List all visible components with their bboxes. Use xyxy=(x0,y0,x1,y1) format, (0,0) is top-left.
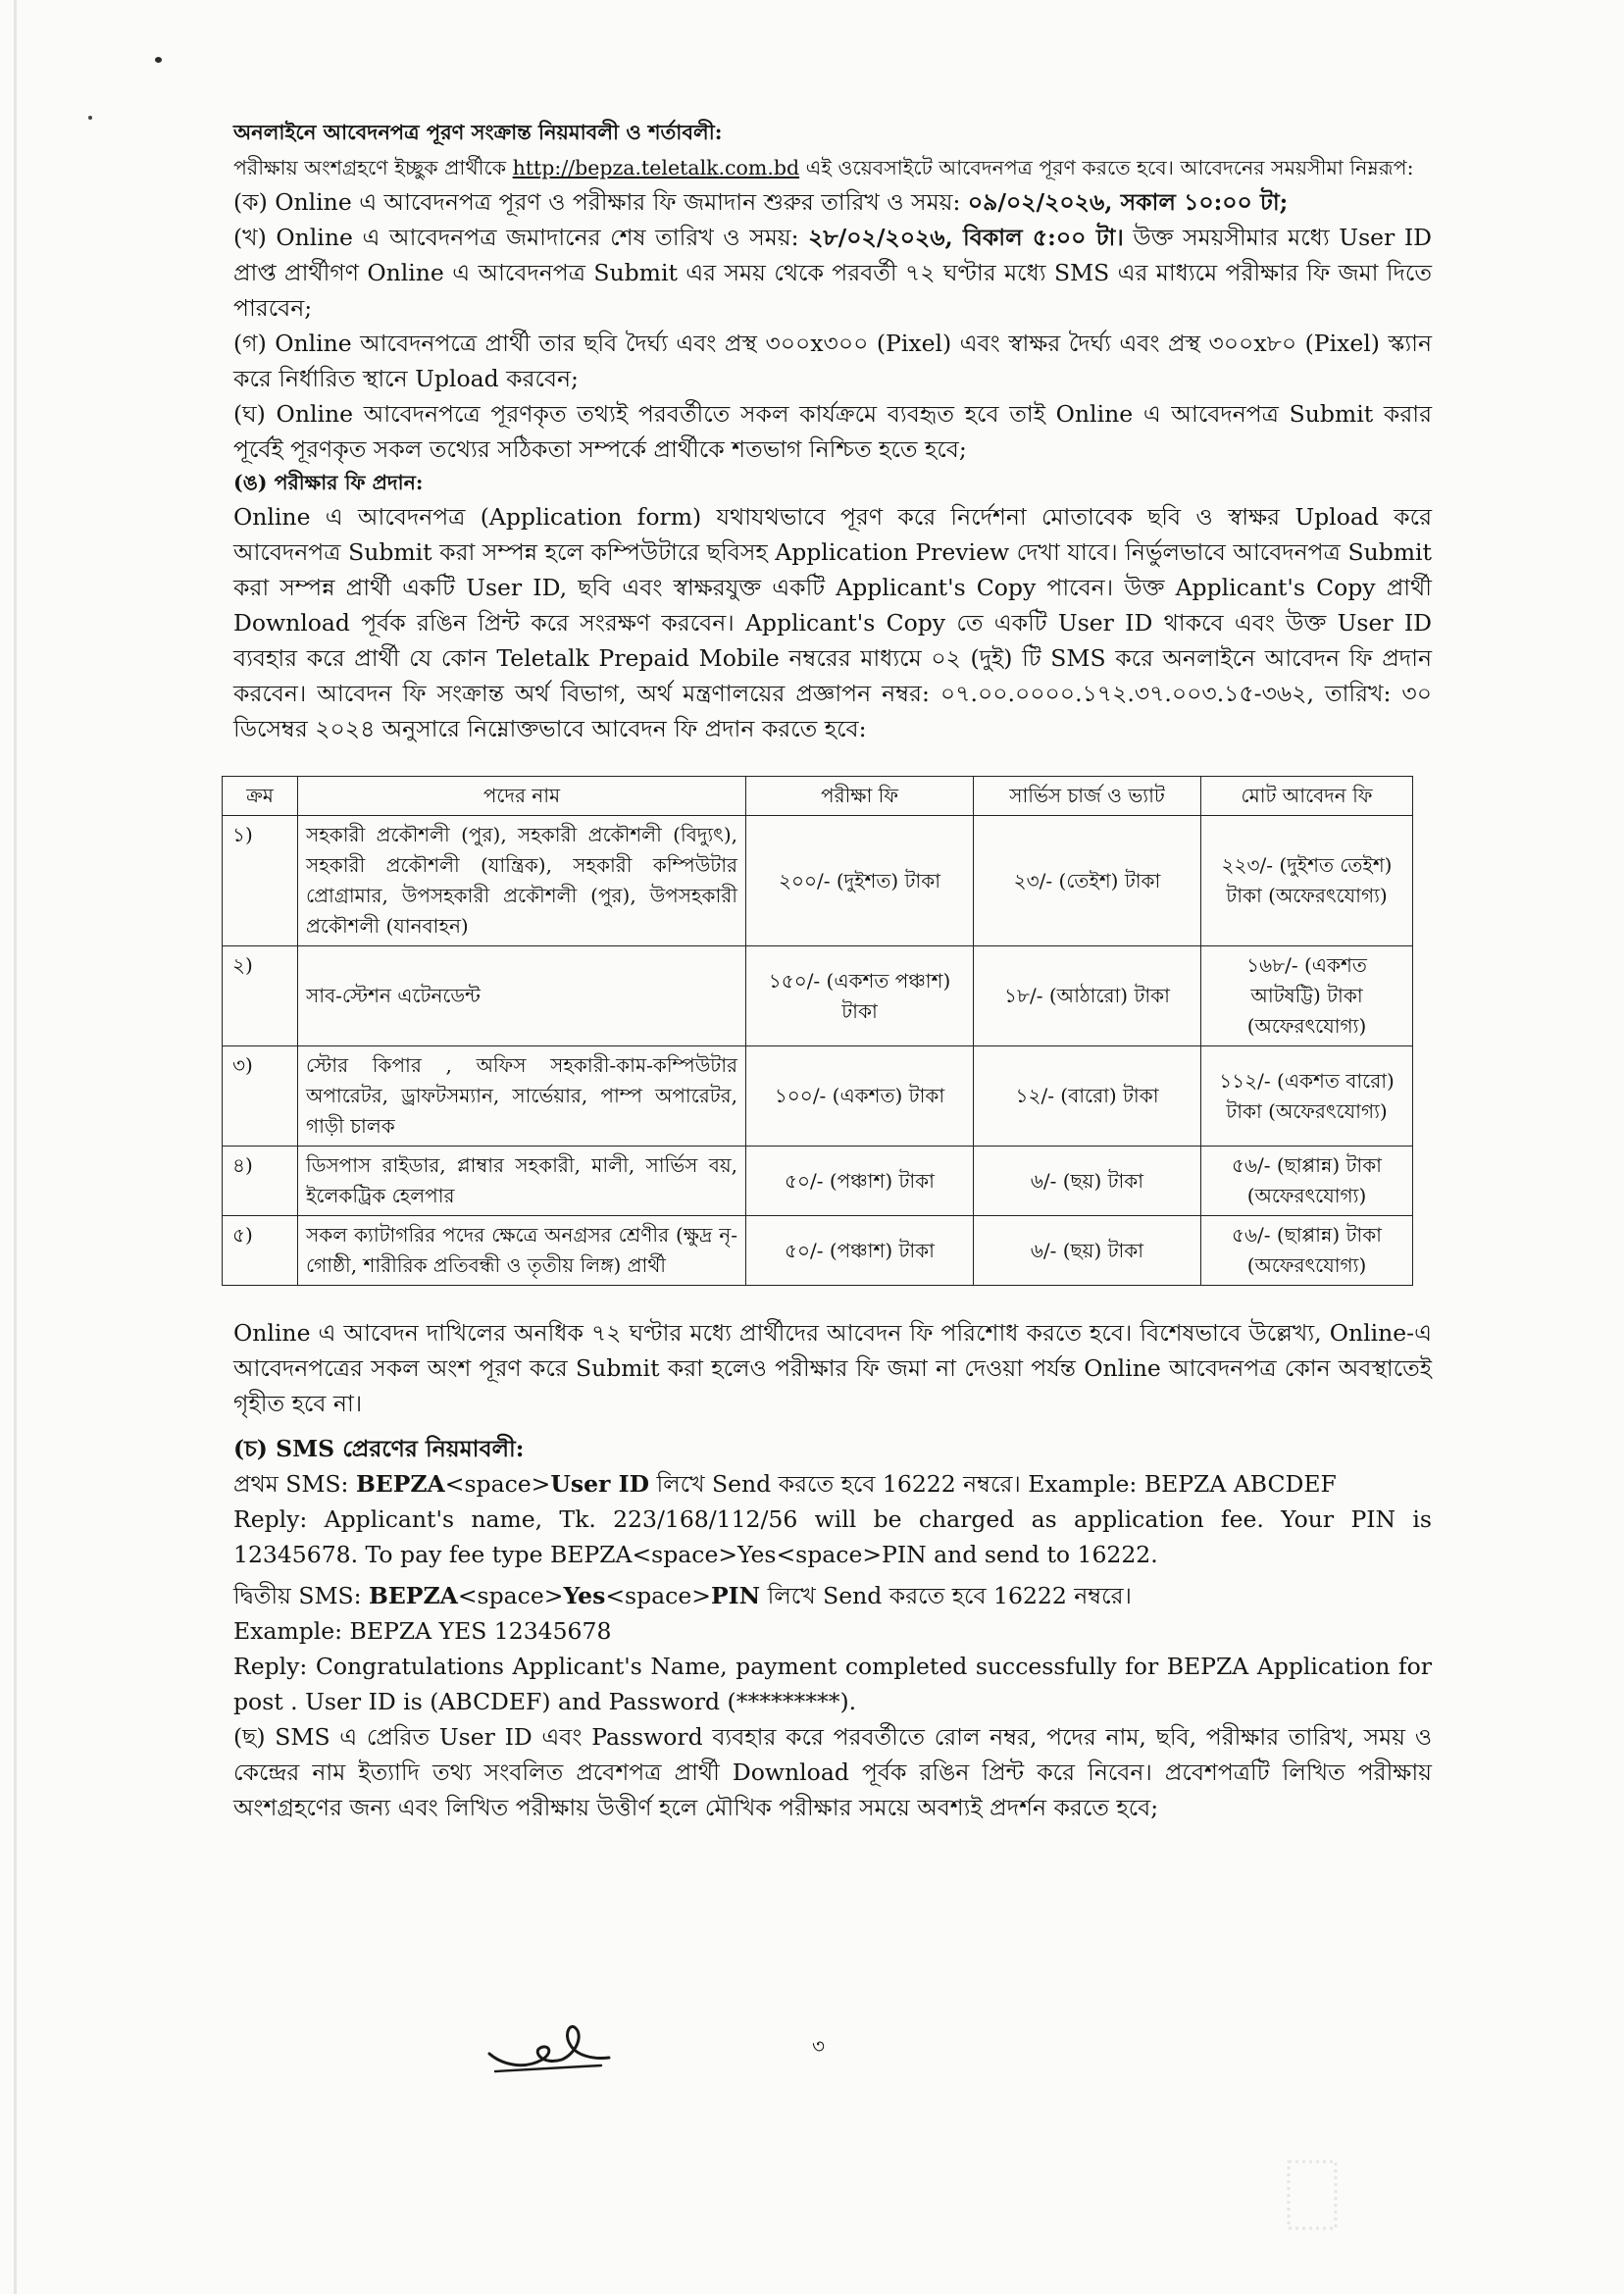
row-serial: ৪) xyxy=(223,1147,298,1216)
row-serial: ১) xyxy=(223,816,298,946)
row-exam-fee: ৫০/- (পঞ্চাশ) টাকা xyxy=(746,1147,974,1216)
sms-space-token: <space> xyxy=(444,1470,551,1498)
row-serial: ৫) xyxy=(223,1216,298,1286)
col-serial: ক্রম xyxy=(223,777,298,816)
row-exam-fee: ২০০/- (দুইশত) টাকা xyxy=(746,816,974,946)
sms-second-label: দ্বিতীয় SMS: xyxy=(233,1582,370,1609)
item-kha-rest: উক্ত সময়সীমার মধ্যে User ID প্রাপ্ত প্রার্থীগণ Online এ আবেদনপত্র Submit এর সময় থেকে পরবর্তী ৭২ ঘণ্টার মধ্যে SMS এর মাধ্যমে পরীক্ষার ফি জমা দিতে পারবেন; xyxy=(233,224,1433,322)
row-service-charge: ১৮/- (আঠারো) টাকা xyxy=(974,946,1201,1046)
faded-stamp-mark xyxy=(1283,2156,1342,2234)
table-row xyxy=(223,816,1413,946)
fee-paragraph: Online এ আবেদনপত্র (Application form) যথাযথভাবে পূরণ করে নির্দেশনা মোতাবেক ছবি ও স্বাক্ষর Upload করে আবেদনপত্র Submit করা সম্পন্ন হলে কম্পিউটারে ছবিসহ Application Preview দেখা যাবে। নির্ভুলভাবে আবেদনপত্র Submit করা সম্পন্ন প্রার্থী একটি User ID, ছবি এবং স্বাক্ষরযুক্ত একটি Applicant's Copy পাবেন। উক্ত Applicant's Copy প্রার্থী Download পূর্বক রঙিন প্রিন্ট করে সংরক্ষণ করবেন। Applicant's Copy তে একটি User ID থাকবে এবং উক্ত User ID ব্যবহার করে প্রার্থী যে কোন Teletalk Prepaid Mobile নম্বরের মাধ্যমে ০২ (দুই) টি SMS করে অনলাইনে আবেদন ফি প্রদান করবেন। আবেদন ফি সংক্রান্ত অর্থ বিভাগ, অর্থ মন্ত্রণালয়ের প্রজ্ঞাপন নম্বর: ০৭.০০.০০০০.১৭২.৩৭.০০৩.১৫-৩৬২, তারিখ: ৩০ ডিসেম্বর ২০২৪ অনুসারে নিম্নোক্তভাবে আবেদন ফি প্রদান করতে হবে: xyxy=(233,503,1432,742)
row-post: সহকারী প্রকৌশলী (পুর), সহকারী প্রকৌশলী (বিদ্যুৎ), সহকারী প্রকৌশলী (যান্ত্রিক), সহকারী কম্পিউটার প্রোগ্রামার, উপসহকারী প্রকৌশলী (পুর), উপসহকারী প্রকৌশলী (যানবাহন) xyxy=(298,816,746,946)
item-ka-text: (ক) Online এ আবেদনপত্র পূরণ ও পরীক্ষার ফি জমাদান শুরুর তারিখ ও সময়: xyxy=(233,188,968,216)
table-row xyxy=(223,1046,1413,1147)
deadline-datetime: ২৮/০২/২০২৬, বিকাল ৫:০০ টা। xyxy=(808,224,1124,251)
row-serial: ২) xyxy=(223,946,298,1046)
sms-second xyxy=(233,1578,1432,1613)
row-total-fee: ১৬৮/- (একশত আটষট্টি) টাকা (অফেরৎযোগ্য) xyxy=(1201,946,1413,1046)
sms-second-tail: লিখে Send করতে হবে 16222 নম্বরে। xyxy=(760,1582,1132,1609)
intro-prefix: পরীক্ষায় অংশগ্রহণে ইচ্ছুক প্রার্থীকে xyxy=(233,156,513,179)
fee-heading: (ঙ) পরীক্ষার ফি প্রদান: xyxy=(233,471,424,494)
table-row xyxy=(223,1216,1413,1286)
row-total-fee: ২২৩/- (দুইশত তেইশ) টাকা (অফেরৎযোগ্য) xyxy=(1201,816,1413,946)
sms-space-token: <space> xyxy=(605,1582,711,1609)
scan-speck xyxy=(88,116,92,120)
start-datetime: ০৯/০২/২০২৬, সকাল ১০:০০ টা; xyxy=(967,188,1289,216)
row-post: সাব-স্টেশন এটেনডেন্ট xyxy=(298,946,746,1046)
signature-image xyxy=(485,2014,613,2083)
intro-paragraph xyxy=(233,152,1432,184)
sms-space-token: <space> xyxy=(457,1582,564,1609)
scan-fold-shadow xyxy=(14,0,17,2294)
row-exam-fee: ১৫০/- (একশত পঞ্চাশ) টাকা xyxy=(746,946,974,1046)
item-gha: (ঘ) Online আবেদনপত্রে পূরণকৃত তথ্যই পরবর্তীতে সকল কার্যক্রমে ব্যবহৃত হবে তাই Online এ আবেদনপত্র Submit করার পূর্বেই পূরণকৃত সকল তথ্যের সঠিকতা সম্পর্কে প্রার্থীকে শতভাগ নিশ্চিত হতে হবে; xyxy=(233,400,1432,463)
after-table-paragraph: Online এ আবেদন দাখিলের অনধিক ৭২ ঘণ্টার মধ্যে প্রার্থীদের আবেদন ফি পরিশোধ করতে হবে। বিশেষভাবে উল্লেখ্য, Online-এ আবেদনপত্রের সকল অংশ পূরণ করে Submit করা হলেও পরীক্ষার ফি জমা না দেওয়া পর্যন্ত Online আবেদনপত্র কোন অবস্থাতেই গৃহীত হবে না। xyxy=(233,1319,1432,1417)
sms-first xyxy=(233,1466,1432,1502)
section-title: অনলাইনে আবেদনপত্র পূরণ সংক্রান্ত নিয়মাবলী ও শর্তাবলী: xyxy=(233,120,723,144)
sms-user-id-token: User ID xyxy=(550,1470,649,1498)
item-chha: (ছ) SMS এ প্রেরিত User ID এবং Password ব্যবহার করে পরবর্তীতে রোল নম্বর, পদের নাম, ছবি, পরীক্ষার তারিখ, সময় ও কেন্দ্রের নাম ইত্যাদি তথ্য সংবলিত প্রবেশপত্র প্রার্থী Download পূর্বক রঙিন প্রিন্ট করে নিবেন। প্রবেশপত্রটি লিখিত পরীক্ষায় অংশগ্রহণের জন্য এবং লিখিত পরীক্ষায় উত্তীর্ণ হলে মৌখিক পরীক্ষার সময়ে অবশ্যই প্রদর্শন করতে হবে; xyxy=(233,1723,1432,1821)
sms-first-label: প্রথম SMS: xyxy=(233,1470,356,1498)
sms-keyword: BEPZA xyxy=(355,1470,445,1498)
document-body xyxy=(233,116,1432,1825)
sms-first-tail: লিখে Send করতে হবে 16222 নম্বরে। Example: BEPZA ABCDEF xyxy=(648,1470,1337,1498)
fee-table-header xyxy=(223,777,1413,816)
item-ka xyxy=(233,184,1432,220)
row-service-charge: ২৩/- (তেইশ) টাকা xyxy=(974,816,1201,946)
row-total-fee: ১১২/- (একশত বারো) টাকা (অফেরৎযোগ্য) xyxy=(1201,1046,1413,1147)
row-exam-fee: ৫০/- (পঞ্চাশ) টাকা xyxy=(746,1216,974,1286)
row-total-fee: ৫৬/- (ছাপ্পান্ন) টাকা (অফেরৎযোগ্য) xyxy=(1201,1216,1413,1286)
col-post-name: পদের নাম xyxy=(298,777,746,816)
row-post: সকল ক্যাটাগরির পদের ক্ষেত্রে অনগ্রসর শ্রেণীর (ক্ষুদ্র নৃ-গোষ্ঠী, শারীরিক প্রতিবন্ধী ও তৃতীয় লিঙ্গ) প্রার্থী xyxy=(298,1216,746,1286)
sms-yes-token: Yes xyxy=(563,1582,606,1609)
fee-table xyxy=(222,776,1413,1286)
row-post: ডিসপাস রাইডার, প্লাম্বার সহকারী, মালী, সার্ভিস বয়, ইলেকট্রিক হেলপার xyxy=(298,1147,746,1216)
row-exam-fee: ১০০/- (একশত) টাকা xyxy=(746,1046,974,1147)
row-service-charge: ১২/- (বারো) টাকা xyxy=(974,1046,1201,1147)
row-serial: ৩) xyxy=(223,1046,298,1147)
scan-speck xyxy=(155,57,162,63)
col-service-charge: সার্ভিস চার্জ ও ভ্যাট xyxy=(974,777,1201,816)
sms-reply-1: Reply: Applicant's name, Tk. 223/168/112/56 will be charged as application fee. Your PIN is 12345678. To pay fee type BEPZA<space>Yes<space>PIN and send to 16222. xyxy=(233,1505,1432,1568)
row-service-charge: ৬/- (ছয়) টাকা xyxy=(974,1147,1201,1216)
sms-pin-token: PIN xyxy=(710,1582,761,1609)
col-total-fee: মোট আবেদন ফি xyxy=(1201,777,1413,816)
website-link[interactable]: http://bepza.teletalk.com.bd xyxy=(512,156,800,179)
item-kha xyxy=(233,220,1432,326)
item-ga: (গ) Online আবেদনপত্রে প্রার্থী তার ছবি দৈর্ঘ্য এবং প্রস্থ ৩০০x৩০০ (Pixel) এবং স্বাক্ষর দৈর্ঘ্য এবং প্রস্থ ৩০০x৮০ (Pixel) স্ক্যান করে নির্ধারিত স্থানে Upload করবেন; xyxy=(233,330,1432,392)
item-kha-text: (খ) Online এ আবেদনপত্র জমাদানের শেষ তারিখ ও সময়: xyxy=(233,224,809,251)
sms-heading: (চ) SMS প্রেরণের নিয়মাবলী: xyxy=(233,1435,525,1462)
table-row xyxy=(223,1147,1413,1216)
intro-suffix: এই ওয়েবসাইটে আবেদনপত্র পূরণ করতে হবে। আবেদনের সময়সীমা নিম্নরূপ: xyxy=(799,156,1414,179)
sms-reply-2: Reply: Congratulations Applicant's Name, payment completed successfully for BEPZA Application for post . User ID is (ABCDEF) and Password (*********). xyxy=(233,1653,1432,1715)
page-number: ৩ xyxy=(812,2034,826,2058)
sms-example-2: Example: BEPZA YES 12345678 xyxy=(233,1617,612,1645)
row-post: স্টোর কিপার , অফিস সহকারী-কাম-কম্পিউটার অপারেটর, ড্রাফটসম্যান, সার্ভেয়ার, পাম্প অপারেটর, গাড়ী চালক xyxy=(298,1046,746,1147)
sms-keyword: BEPZA xyxy=(369,1582,458,1609)
row-total-fee: ৫৬/- (ছাপ্পান্ন) টাকা (অফেরৎযোগ্য) xyxy=(1201,1147,1413,1216)
table-row xyxy=(223,946,1413,1046)
col-exam-fee: পরীক্ষা ফি xyxy=(746,777,974,816)
row-service-charge: ৬/- (ছয়) টাকা xyxy=(974,1216,1201,1286)
